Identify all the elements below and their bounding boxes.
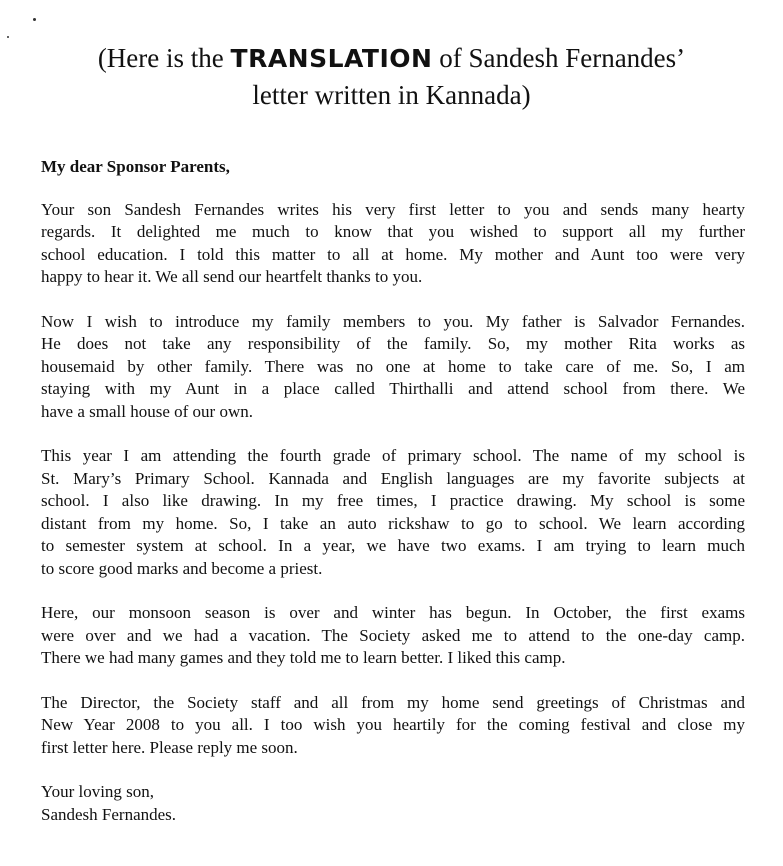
closing-block (41, 781, 745, 826)
text-line: The Director, the Society staff and all from my home send greetings of Christmas and (41, 692, 745, 712)
text-line: were over and we had a vacation. The Society asked me to attend to the one-day camp. (41, 625, 745, 645)
title-prefix: (Here is the (97, 43, 231, 73)
text-line: He does not take any responsibility of the family. So, my mother Rita works as (41, 334, 745, 353)
scan-speck (33, 18, 36, 21)
text-line: happy to hear it. We all send our heartfelt thanks to you. (41, 267, 423, 286)
letter-body (41, 156, 745, 826)
text-line: Now I wish to introduce my family members to you. My father is Salvador Fernandes. (41, 311, 745, 331)
paragraph-5 (41, 692, 745, 760)
text-line: There we had many games and they told me to learn better. I liked this camp. (41, 648, 566, 667)
text-line: St. Mary’s Primary School. Kannada and English languages are my favorite subjects at (41, 468, 745, 488)
paragraph-3 (41, 445, 745, 580)
closing-line: Your loving son, (41, 782, 155, 801)
title-line-2: letter written in Kannada) (252, 80, 531, 110)
scan-speck (7, 36, 9, 38)
text-line: have a small house of our own. (41, 401, 253, 421)
text-line: to semester system at school. In a year, we have two exams. I am trying to learn much (41, 536, 745, 555)
text-line: regards. It delighted me much to know that you wished to support all my further (41, 222, 745, 241)
text-line: New Year 2008 to you all. I too wish you heartily for the coming festival and close my (41, 715, 745, 734)
text-line: to score good marks and become a priest. (41, 558, 323, 578)
text-line: distant from my home. So, I take an auto rickshaw to go to school. We learn according (41, 513, 745, 533)
paragraph-4 (41, 602, 745, 670)
signature: Sandesh Fernandes. (41, 804, 177, 824)
text-line: Your son Sandesh Fernandes writes his very first letter to you and sends many hearty (41, 199, 745, 219)
title-emphasis: TRANSLATION (230, 44, 433, 73)
title-suffix: of Sandesh Fernandes’ (432, 43, 686, 73)
text-line: first letter here. Please reply me soon. (41, 737, 298, 757)
paragraph-1 (41, 199, 745, 289)
title-line-1 (0, 40, 783, 77)
text-line: housemaid by other family. There was no one at home to take care of me. So, I am (41, 356, 745, 376)
paragraph-2 (41, 311, 745, 424)
text-line: This year I am attending the fourth grade of primary school. The name of my school is (41, 446, 745, 465)
text-line: school education. I told this matter to all at home. My mother and Aunt too were very (41, 244, 745, 264)
salutation: My dear Sponsor Parents, (41, 157, 230, 176)
text-line: staying with my Aunt in a place called Thirthalli and attend school from there. We (41, 379, 745, 398)
text-line: school. I also like drawing. In my free times, I practice drawing. My school is some (41, 491, 745, 510)
text-line: Here, our monsoon season is over and winter has begun. In October, the first exams (41, 603, 745, 622)
page-title (0, 40, 783, 114)
